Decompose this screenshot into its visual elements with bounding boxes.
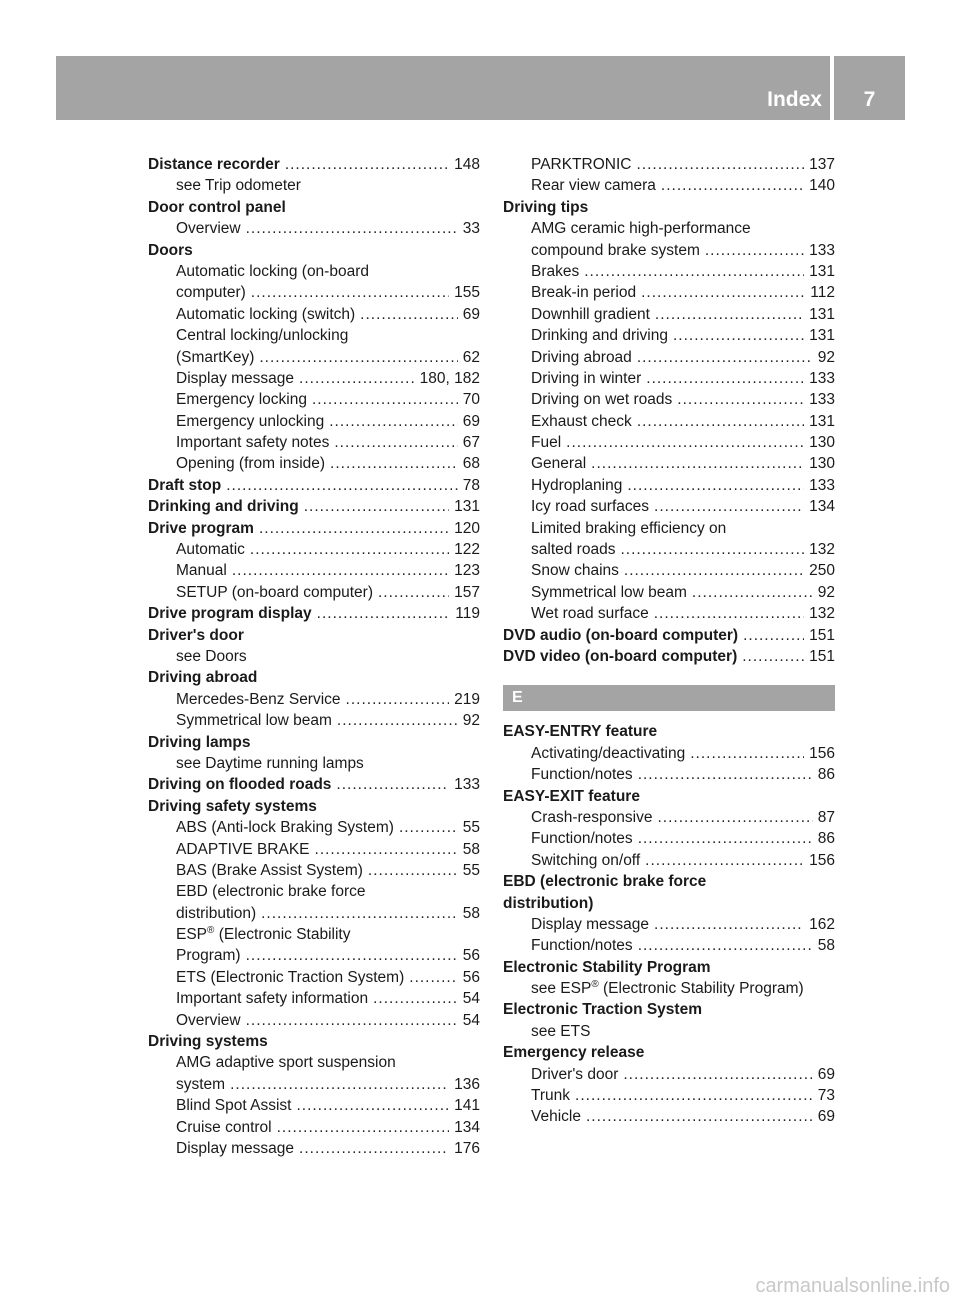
index-entry: Drive program ..... 120 bbox=[148, 518, 480, 539]
index-entry: see Doors bbox=[176, 647, 247, 665]
index-entry: Function/notes ..... 86 bbox=[503, 764, 835, 785]
index-entry: Blind Spot Assist ..... 141 bbox=[148, 1095, 480, 1116]
index-entry: EASY-EXIT feature bbox=[503, 787, 640, 805]
index-entry: Emergency release bbox=[503, 1044, 645, 1062]
index-entry: Electronic Stability Program bbox=[503, 958, 711, 976]
index-entry: Drinking and driving ..... 131 bbox=[148, 496, 480, 517]
index-entry: Drive program display ..... 119 bbox=[148, 603, 480, 624]
index-entry: Overview ..... 33 bbox=[148, 218, 480, 239]
index-entry: Icy road surfaces ..... 134 bbox=[503, 496, 835, 517]
page-number: 7 bbox=[863, 88, 876, 111]
index-entry: Function/notes ..... 58 bbox=[503, 935, 835, 956]
index-entry: EBD (electronic brake force bbox=[176, 883, 366, 901]
index-entry: Driving lamps bbox=[148, 733, 251, 751]
index-column-left bbox=[148, 154, 480, 1159]
index-entry: Draft stop ..... 78 bbox=[148, 475, 480, 496]
index-entry: distribution) bbox=[503, 894, 594, 912]
index-column-right bbox=[503, 154, 835, 1128]
index-entry: see Trip odometer bbox=[176, 177, 301, 195]
index-entry: Display message ..... 180, 182 bbox=[148, 368, 480, 389]
watermark: carmanualsonline.info bbox=[755, 1275, 950, 1297]
index-entry: ADAPTIVE BRAKE ..... 58 bbox=[148, 839, 480, 860]
section-header-e: E bbox=[503, 685, 835, 711]
index-entry: Driver's door bbox=[148, 626, 244, 644]
index-entry: DVD video (on-board computer) ..... 151 bbox=[503, 646, 835, 667]
index-entry: ABS (Anti-lock Braking System) ..... 55 bbox=[148, 817, 480, 838]
index-entry: AMG adaptive sport suspension bbox=[176, 1054, 396, 1072]
index-entry: Brakes ..... 131 bbox=[503, 261, 835, 282]
index-entry: Important safety information ..... 54 bbox=[148, 988, 480, 1009]
index-entry: Overview ..... 54 bbox=[148, 1010, 480, 1031]
index-entry: Manual ..... 123 bbox=[148, 560, 480, 581]
index-entry: Driving on wet roads ..... 133 bbox=[503, 389, 835, 410]
index-entry: Switching on/off ..... 156 bbox=[503, 850, 835, 871]
index-entry: Vehicle ..... 69 bbox=[503, 1106, 835, 1127]
index-entry: Hydroplaning ..... 133 bbox=[503, 475, 835, 496]
index-entry: Driving abroad bbox=[148, 669, 258, 687]
index-entry: Important safety notes ..... 67 bbox=[148, 432, 480, 453]
index-entry: Display message ..... 176 bbox=[148, 1138, 480, 1159]
index-entry: see ESP® (Electronic Stability Program) bbox=[531, 979, 804, 998]
index-entry: Mercedes-Benz Service ..... 219 bbox=[148, 689, 480, 710]
index-entry: AMG ceramic high-performance bbox=[531, 220, 751, 238]
index-entry: Driving in winter ..... 133 bbox=[503, 368, 835, 389]
index-entry: ESP® (Electronic Stability bbox=[176, 925, 351, 944]
index-entry: Downhill gradient ..... 131 bbox=[503, 304, 835, 325]
index-entry: system ..... 136 bbox=[148, 1074, 480, 1095]
index-entry: Crash-responsive ..... 87 bbox=[503, 807, 835, 828]
index-entry: Function/notes ..... 86 bbox=[503, 828, 835, 849]
index-entry: DVD audio (on-board computer) ..... 151 bbox=[503, 625, 835, 646]
index-entry: Automatic locking (on-board bbox=[176, 262, 369, 280]
index-entry: Driving tips bbox=[503, 198, 589, 216]
index-entry: Opening (from inside) ..... 68 bbox=[148, 453, 480, 474]
index-entry: see Daytime running lamps bbox=[176, 754, 364, 772]
index-entry: Wet road surface ..... 132 bbox=[503, 603, 835, 624]
index-entry: SETUP (on-board computer) ..... 157 bbox=[148, 582, 480, 603]
index-entry: Symmetrical low beam ..... 92 bbox=[503, 582, 835, 603]
index-entry: BAS (Brake Assist System) ..... 55 bbox=[148, 860, 480, 881]
index-entry: Snow chains ..... 250 bbox=[503, 560, 835, 581]
index-entry: distribution) ..... 58 bbox=[148, 903, 480, 924]
index-entry: Cruise control ..... 134 bbox=[148, 1117, 480, 1138]
index-entry: Program) ..... 56 bbox=[148, 945, 480, 966]
index-entry: EBD (electronic brake force bbox=[503, 873, 707, 891]
index-entry: Central locking/unlocking bbox=[176, 327, 349, 345]
index-entry: Door control panel bbox=[148, 198, 286, 216]
index-entry: Driving safety systems bbox=[148, 797, 317, 815]
index-entry: Fuel ..... 130 bbox=[503, 432, 835, 453]
index-entry: Electronic Traction System bbox=[503, 1001, 702, 1019]
index-entry: Driving on flooded roads ..... 133 bbox=[148, 774, 480, 795]
index-entry: Doors bbox=[148, 241, 193, 259]
index-entry: ETS (Electronic Traction System) ..... 56 bbox=[148, 967, 480, 988]
page-title: Index bbox=[767, 88, 822, 111]
index-entry: Automatic locking (switch) ..... 69 bbox=[148, 304, 480, 325]
index-entry: (SmartKey) ..... 62 bbox=[148, 347, 480, 368]
index-entry: Driver's door ..... 69 bbox=[503, 1064, 835, 1085]
index-entry: computer) ..... 155 bbox=[148, 282, 480, 303]
index-entry: Emergency unlocking ..... 69 bbox=[148, 411, 480, 432]
index-entry: see ETS bbox=[531, 1022, 591, 1040]
index-entry: Drinking and driving ..... 131 bbox=[503, 325, 835, 346]
index-entry: General ..... 130 bbox=[503, 453, 835, 474]
index-entry: Activating/deactivating ..... 156 bbox=[503, 743, 835, 764]
index-entry: Distance recorder ..... 148 bbox=[148, 154, 480, 175]
index-entry: Exhaust check ..... 131 bbox=[503, 411, 835, 432]
index-entry: Rear view camera ..... 140 bbox=[503, 175, 835, 196]
index-entry: salted roads ..... 132 bbox=[503, 539, 835, 560]
index-entry: Emergency locking ..... 70 bbox=[148, 389, 480, 410]
index-entry: PARKTRONIC ..... 137 bbox=[503, 154, 835, 175]
index-entry: Display message ..... 162 bbox=[503, 914, 835, 935]
index-entry: Break-in period ..... 112 bbox=[503, 282, 835, 303]
index-entry: compound brake system ..... 133 bbox=[503, 240, 835, 261]
index-entry: Symmetrical low beam ..... 92 bbox=[148, 710, 480, 731]
index-entry: Limited braking efficiency on bbox=[531, 519, 727, 537]
index-entry: Driving abroad ..... 92 bbox=[503, 347, 835, 368]
index-entry: Driving systems bbox=[148, 1033, 268, 1051]
index-entry: Trunk ..... 73 bbox=[503, 1085, 835, 1106]
index-entry: Automatic ..... 122 bbox=[148, 539, 480, 560]
index-entry: EASY-ENTRY feature bbox=[503, 723, 658, 741]
